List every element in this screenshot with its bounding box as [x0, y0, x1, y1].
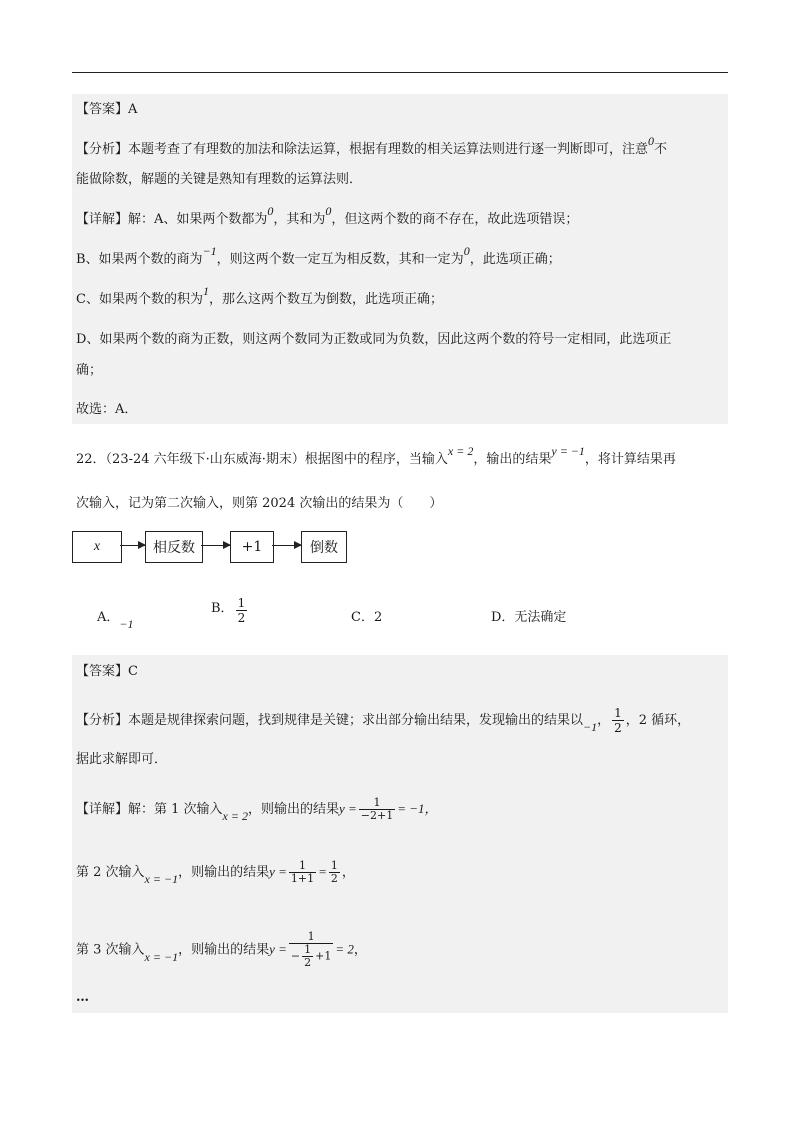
detail-1-line-d: D、如果两个数的商为正数，则这两个数同为正数或同为负数，因此这两个数的符号一定相同，此选项正	[76, 332, 672, 347]
comma: ，	[353, 942, 367, 958]
fraction-numerator: 1	[373, 796, 381, 809]
analysis-2-text: 【分析】本题是规律探索问题，找到规律是关键；求出部分输出结果，发现输出的结果以	[76, 713, 584, 728]
step3-y: y =	[269, 941, 287, 957]
detail-2-step-2	[76, 860, 355, 885]
step2-result-fraction	[329, 860, 340, 885]
step3-result: = 2	[335, 941, 354, 957]
minus-sign: −	[290, 949, 301, 963]
question-text: ，将计算结果再	[584, 452, 676, 467]
answer-1-label: 【答案】A	[76, 102, 138, 117]
step1-fraction	[359, 797, 395, 822]
question-22-line-1	[76, 444, 676, 470]
detail-1-line-d-cont: 确；	[76, 363, 103, 378]
flow-input-box: x	[72, 531, 122, 563]
fraction-denominator: 1+1	[290, 872, 315, 885]
plus-one: +1	[315, 949, 332, 963]
output-expression: y = −1	[551, 444, 585, 458]
fraction-numerator: 1	[307, 930, 315, 943]
fraction-numerator: 1	[237, 596, 246, 610]
fraction-denominator: 2	[330, 872, 338, 885]
option-a	[97, 606, 134, 631]
step1-input: x = 2	[222, 809, 248, 823]
flow-opposite-box: 相反数	[145, 531, 203, 563]
detail-text: 【详解】解：第 1 次输入	[76, 802, 223, 817]
flow-reciprocal-box: 倒数	[301, 531, 347, 563]
analysis-2-line-1	[76, 706, 690, 735]
detail-1-line-a	[76, 204, 579, 230]
detail-text: ，则输出的结果	[178, 942, 270, 958]
equals-sign: =	[318, 864, 327, 879]
analysis-1-text: 【分析】本题考查了有理数的加法和除法运算，根据有理数的相关运算法则进行逐一判断即可，注意	[76, 142, 649, 157]
fraction-denominator: 2	[304, 956, 312, 969]
analysis-2-text-b: ，2 循环，	[625, 713, 691, 728]
detail-1-line-b	[76, 244, 561, 270]
fraction-numerator: 1	[304, 943, 312, 956]
inner-fraction	[302, 944, 313, 969]
cycle-half-fraction	[612, 706, 624, 735]
fraction-denominator: 2	[237, 611, 246, 625]
input-expression: x = 2	[447, 444, 474, 458]
fraction-denominator: −2+1	[360, 809, 394, 822]
flow-arrow-1	[120, 545, 145, 546]
step3-fraction	[289, 931, 333, 969]
option-c: C．2	[351, 610, 383, 625]
option-a-label: A．	[97, 610, 120, 625]
option-a-value: −1	[119, 617, 134, 631]
question-text: 22．（23-24 六年级下·山东威海·期末）根据图中的程序，当输入	[76, 452, 448, 467]
detail-1-line-c	[76, 284, 443, 310]
answer-2-label: 【答案】C	[76, 664, 138, 679]
fraction-numerator: 1	[330, 859, 338, 872]
zero-symbol: 0	[648, 134, 655, 148]
analysis-1-line-1	[76, 134, 668, 160]
step3-input: x = −1	[144, 949, 179, 964]
fraction-denominator	[289, 943, 333, 969]
detail-text: ，则这两个数一定互为相反数，其和一定为	[216, 252, 464, 267]
option-b-label: B．	[211, 601, 234, 616]
step2-fraction	[289, 860, 316, 885]
detail-text: ，但这两个数的商不存在，故此选项错误；	[331, 212, 579, 227]
zero-symbol: 0	[463, 244, 470, 258]
ellipsis: …	[76, 990, 89, 1005]
fraction-numerator: 1	[614, 706, 622, 720]
math-one: 1	[202, 284, 209, 298]
analysis-2-line-2: 据此求解即可．	[76, 752, 168, 767]
detail-text: 第 2 次输入	[76, 865, 145, 880]
step1-result: = −1，	[397, 801, 438, 816]
math-neg-one: −1	[202, 244, 217, 258]
detail-text: ，此选项正确；	[469, 252, 561, 267]
zero-symbol: 0	[325, 204, 332, 218]
flow-arrow-3	[272, 545, 301, 546]
analysis-1-line-2: 能做除数，解题的关键是熟知有理数的运算法则．	[76, 172, 363, 187]
detail-2-step-3	[76, 931, 367, 969]
question-text: ，输出的结果	[473, 452, 552, 467]
option-b	[211, 596, 249, 625]
detail-text: ，则输出的结果	[247, 802, 339, 817]
flow-plus-one-box: +1	[230, 531, 274, 563]
detail-text: 第 3 次输入	[76, 942, 145, 958]
cycle-neg-one: −1	[583, 720, 598, 734]
step2-y: y =	[269, 864, 287, 879]
option-d: D．无法确定	[491, 610, 567, 625]
step1-y: y =	[339, 801, 357, 816]
analysis-1-text-b: 不	[654, 142, 668, 157]
step2-input: x = −1	[144, 872, 179, 886]
option-b-fraction	[236, 596, 248, 625]
comma: ，	[341, 865, 355, 880]
detail-text: C、如果两个数的积为	[76, 292, 203, 307]
fraction-denominator: 2	[614, 721, 622, 735]
detail-text: ，则输出的结果	[178, 865, 270, 880]
conclusion-1: 故选：A．	[76, 402, 138, 417]
detail-2-step-1	[76, 797, 438, 822]
detail-text: ，其和为	[273, 212, 326, 227]
detail-text: ，那么这两个数互为倒数，此选项正确；	[208, 292, 443, 307]
comma: ，	[597, 713, 611, 728]
zero-symbol: 0	[267, 204, 274, 218]
question-22-line-2: 次输入，记为第二次输入，则第 2024 次输出的结果为（ ）	[76, 496, 443, 511]
detail-text: 【详解】解：A、如果两个数都为	[76, 212, 268, 227]
detail-text: B、如果两个数的商为	[76, 252, 203, 267]
header-rule	[72, 72, 728, 73]
flow-arrow-2	[201, 545, 230, 546]
fraction-numerator: 1	[299, 859, 306, 872]
